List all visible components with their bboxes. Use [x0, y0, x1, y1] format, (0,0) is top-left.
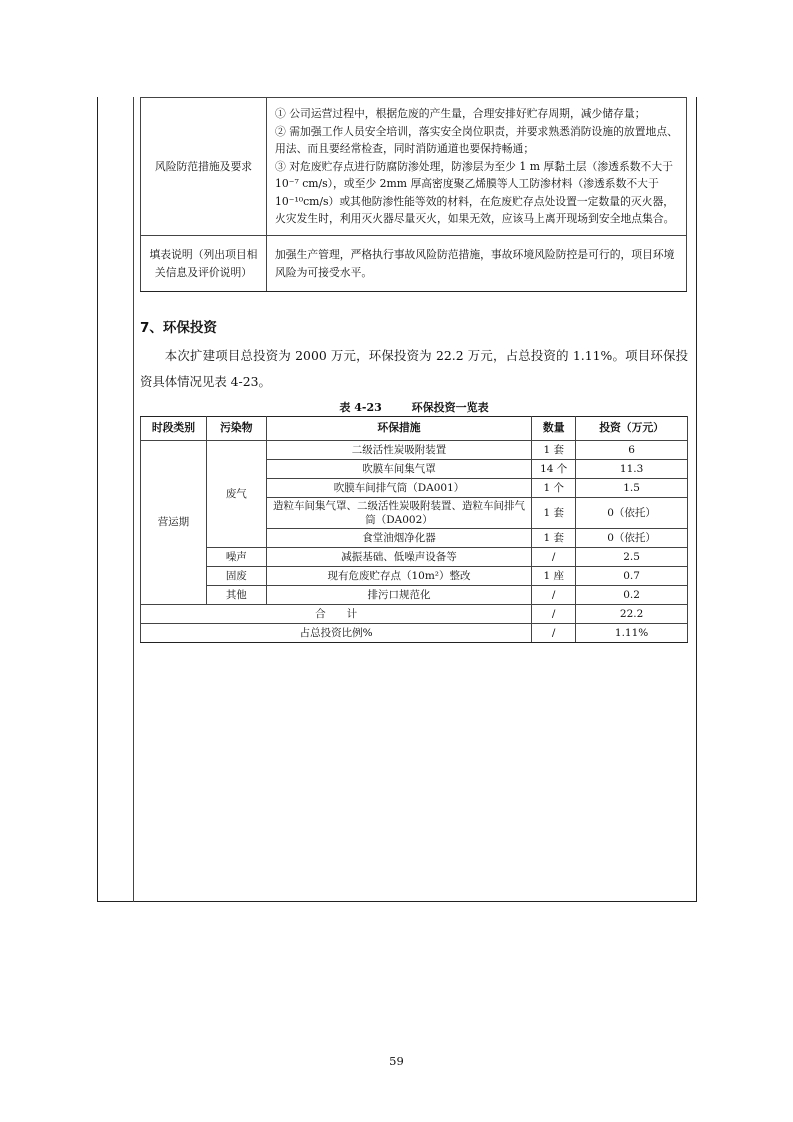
measure-cell: 减振基础、低噪声设备等 — [266, 548, 531, 567]
risk-measure-2: ② 需加强工作人员安全培训，落实安全岗位职责，并要求熟悉消防设施的放置地点、用法、而且要经常检查，同时消防通道也要保持畅通； — [275, 124, 678, 156]
risk-measures-content — [267, 98, 687, 236]
table-row — [141, 586, 688, 605]
risk-row-note — [141, 236, 687, 292]
risk-measures-label: 风险防范措施及要求 — [141, 98, 267, 236]
header-measure: 环保措施 — [266, 417, 531, 441]
quantity-cell: 1 套 — [532, 498, 576, 529]
table-row — [141, 548, 688, 567]
table-row — [141, 567, 688, 586]
investment-cell: 0（依托） — [576, 529, 688, 548]
header-period: 时段类别 — [141, 417, 207, 441]
quantity-cell: 14 个 — [532, 460, 576, 479]
measure-cell: 现有危废贮存点（10m²）整改 — [266, 567, 531, 586]
measure-cell: 吹膜车间集气罩 — [266, 460, 531, 479]
measure-cell: 吹膜车间排气筒（DA001） — [266, 479, 531, 498]
investment-table — [140, 416, 688, 643]
ratio-label: 占总投资比例% — [141, 624, 532, 643]
ratio-value: 1.11% — [576, 624, 688, 643]
pollutant-cell: 噪声 — [206, 548, 266, 567]
risk-row-measures — [141, 98, 687, 236]
header-pollutant: 污染物 — [206, 417, 266, 441]
investment-cell: 2.5 — [576, 548, 688, 567]
quantity-cell: 1 个 — [532, 479, 576, 498]
pollutant-cell: 废气 — [206, 441, 266, 548]
risk-measures-table — [140, 97, 687, 292]
total-row — [141, 605, 688, 624]
investment-cell: 11.3 — [576, 460, 688, 479]
table-title: 环保投资一览表 — [411, 401, 489, 414]
total-investment: 22.2 — [576, 605, 688, 624]
total-label: 合 计 — [141, 605, 532, 624]
measure-cell: 食堂油烟净化器 — [266, 529, 531, 548]
quantity-cell: / — [532, 548, 576, 567]
measure-cell: 排污口规范化 — [266, 586, 531, 605]
investment-cell: 6 — [576, 441, 688, 460]
quantity-cell: 1 套 — [532, 441, 576, 460]
investment-paragraph: 本次扩建项目总投资为 2000 万元，环保投资为 22.2 万元，占总投资的 1.11%。项目环保投资具体情况见表 4-23。 — [140, 348, 688, 389]
total-quantity: / — [532, 605, 576, 624]
measure-cell: 二级活性炭吸附装置 — [266, 441, 531, 460]
measure-cell: 造粒车间集气罩、二级活性炭吸附装置、造粒车间排气筒（DA002） — [266, 498, 531, 529]
table-row — [141, 441, 688, 460]
pollutant-cell: 其他 — [206, 586, 266, 605]
investment-cell: 0.7 — [576, 567, 688, 586]
risk-measure-1: ① 公司运营过程中，根据危废的产生量，合理安排好贮存周期，减少储存量； — [275, 107, 646, 121]
quantity-cell: 1 套 — [532, 529, 576, 548]
ratio-quantity: / — [532, 624, 576, 643]
table-number: 表 4-23 — [339, 401, 382, 414]
fill-note-label: 填表说明（列出项目相关信息及评价说明） — [141, 236, 267, 292]
page-number: 59 — [389, 1054, 404, 1068]
risk-measure-3: ③ 对危废贮存点进行防腐防渗处理，防渗层为至少 1 m 厚黏土层（渗透系数不大于 10⁻⁷ cm/s），或至少 2mm 厚高密度聚乙烯膜等人工防渗材料（渗透系数不大于 10⁻¹⁰cm/s）或其他防渗性能等效的材料，在危废贮存点处设置一定数量的灭火器，火灾发生时，利用灭火器尽量灭火，如果无效，应该马上离开现场到安全地点集合。 — [275, 159, 675, 226]
investment-cell: 0（依托） — [576, 498, 688, 529]
ratio-row — [141, 624, 688, 643]
investment-cell: 0.2 — [576, 586, 688, 605]
header-quantity: 数量 — [532, 417, 576, 441]
pollutant-cell: 固废 — [206, 567, 266, 586]
period-cell: 营运期 — [141, 441, 207, 605]
investment-cell: 1.5 — [576, 479, 688, 498]
fill-note-content: 加强生产管理，严格执行事故风险防范措施，事故环境风险防控是可行的，项目环境风险为可接受水平。 — [267, 236, 687, 292]
header-investment: 投资（万元） — [576, 417, 688, 441]
table-caption — [140, 399, 688, 415]
section-title: 7、环保投资 — [140, 320, 217, 336]
frame-divider — [133, 97, 134, 902]
quantity-cell: 1 座 — [532, 567, 576, 586]
table-header-row — [141, 417, 688, 441]
quantity-cell: / — [532, 586, 576, 605]
